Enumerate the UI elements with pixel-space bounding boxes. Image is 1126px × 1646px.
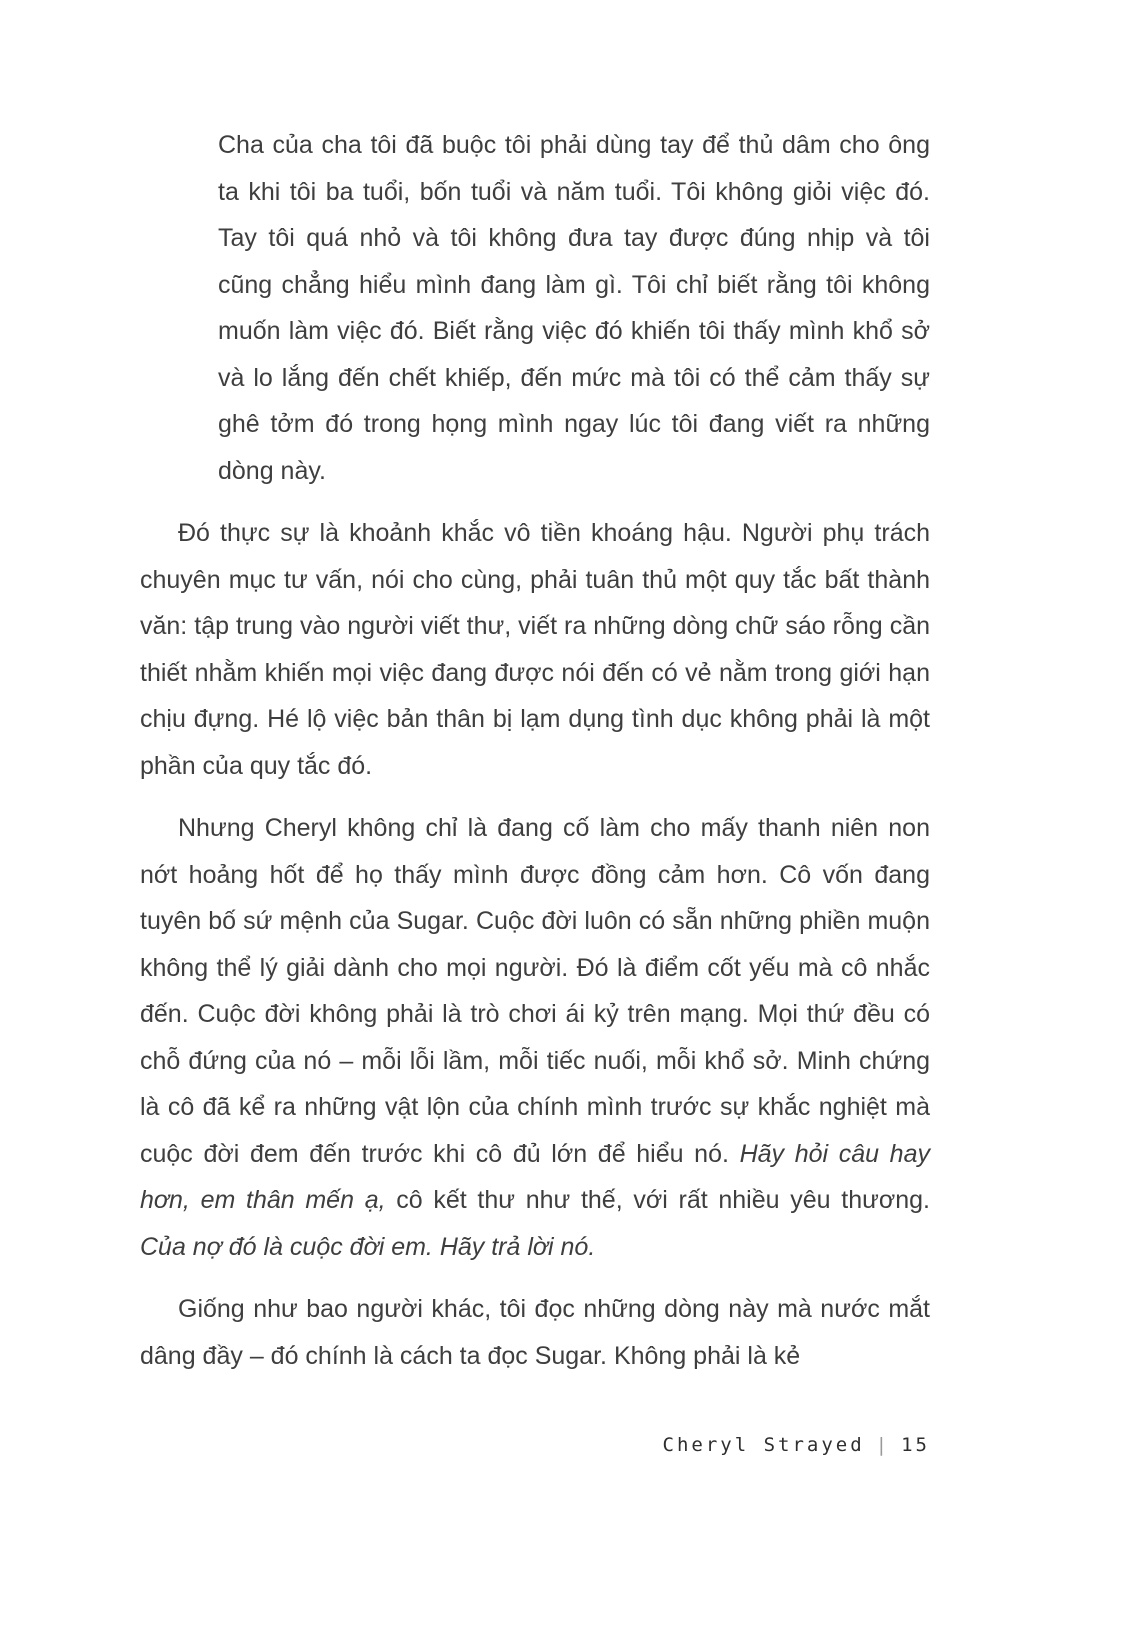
paragraph-cheryl-mission bbox=[140, 805, 930, 1270]
page-footer bbox=[663, 1434, 931, 1456]
quote-paragraph: Cha của cha tôi đã buộc tôi phải dùng tay để thủ dâm cho ông ta khi tôi ba tuổi, bốn tuổi và năm tuổi. Tôi không giỏi việc đó. Tay tôi quá nhỏ và tôi không đưa tay được đúng nhịp và tôi cũng chẳng hiểu mình đang làm gì. Tôi chỉ biết rằng tôi không muốn làm việc đó. Biết rằng việc đó khiến tôi thấy mình khổ sở và lo lắng đến chết khiếp, đến mức mà tôi có thể cảm thấy sự ghê tởm đó trong họng mình ngay lúc tôi đang viết ra những dòng này. bbox=[218, 131, 930, 485]
footer-page-number: 15 bbox=[901, 1434, 930, 1456]
footer-separator: | bbox=[875, 1434, 891, 1456]
paragraph-text: cô kết thư như thế, với rất nhiều yêu thương. bbox=[385, 1186, 930, 1214]
text-block bbox=[140, 122, 930, 1395]
italic-quote-ask-better-question: Hãy hỏi câu hay hơn, em thân mến ạ, bbox=[140, 1139, 930, 1214]
paragraph-text: Nhưng Cheryl không chỉ là đang cố làm cho mấy thanh niên non nớt hoảng hốt để họ thấy mình được đồng cảm hơn. Cô vốn đang tuyên bố sứ mệnh của Sugar. Cuộc đời luôn có sẵn những phiền muộn không thể lý giải dành cho mọi người. Đó là điểm cốt yếu mà cô nhắc đến. Cuộc đời không phải là trò chơi ái kỷ trên mạng. Mọi thứ đều có chỗ đứng của nó – mỗi lỗi lầm, mỗi tiếc nuối, mỗi khổ sở. Minh chứng là cô đã kể ra những vật lộn của chính mình trước sự khắc nghiệt mà cuộc đời đem đến trước khi cô đủ lớn để hiểu nó. bbox=[140, 814, 930, 1168]
italic-quote-answer-it: Của nợ đó là cuộc đời em. Hãy trả lời nó. bbox=[140, 1232, 596, 1261]
paragraph-reading-sugar: Giống như bao người khác, tôi đọc những dòng này mà nước mắt dâng đầy – đó chính là cách ta đọc Sugar. Không phải là kẻ bbox=[140, 1295, 930, 1370]
paragraph-advice-columnist: Đó thực sự là khoảnh khắc vô tiền khoáng hậu. Người phụ trách chuyên mục tư vấn, nói cho cùng, phải tuân thủ một quy tắc bất thành văn: tập trung vào người viết thư, viết ra những dòng chữ sáo rỗng cần thiết nhằm khiến mọi việc đang được nói đến có vẻ nằm trong giới hạn chịu đựng. Hé lộ việc bản thân bị lạm dụng tình dục không phải là một phần của quy tắc đó. bbox=[140, 519, 930, 780]
footer-author: Cheryl Strayed bbox=[662, 1434, 865, 1456]
